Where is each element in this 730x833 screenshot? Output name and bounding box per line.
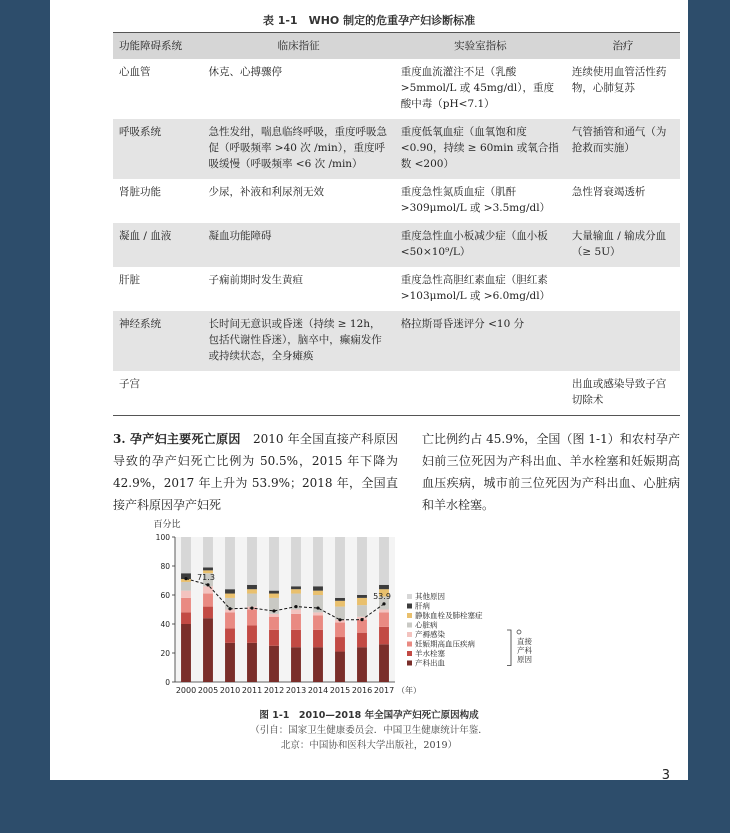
bar-segment — [203, 586, 213, 593]
line-point — [382, 602, 385, 605]
bar-segment — [225, 537, 235, 589]
bar-segment — [357, 647, 367, 682]
cell-clinical: 凝血功能障碍 — [202, 223, 394, 267]
bar-segment — [247, 585, 257, 589]
bar-segment — [379, 537, 389, 585]
paragraph-heading: 3. 孕产妇主要死亡原因 — [113, 432, 241, 446]
cell-lab: 重度急性高胆红素血症（胆红素 >103μmol/L 或 >6.0mg/dl） — [400, 274, 551, 302]
cell-clinical: 少尿，补液和利尿剂无效 — [208, 186, 324, 198]
bar-segment — [335, 607, 345, 620]
bar-segment — [181, 598, 191, 613]
bar-segment — [335, 601, 345, 607]
legend-swatch — [407, 623, 412, 628]
bar-segment — [313, 612, 323, 615]
bar-segment — [269, 630, 279, 646]
y-axis-label: 百分比 — [153, 520, 181, 530]
x-tick-label: 2010 — [219, 686, 241, 695]
bar-segment — [225, 594, 235, 598]
line-point — [316, 606, 319, 609]
table-row — [113, 223, 680, 267]
bracket-label: 产科 — [517, 646, 532, 655]
bar-segment — [357, 537, 367, 595]
x-tick-label: 2016 — [351, 686, 373, 695]
cell-system: 呼吸系统 — [113, 119, 202, 179]
bar-segment — [335, 652, 345, 682]
bar-segment — [379, 610, 389, 613]
cell-system: 神经系统 — [113, 311, 202, 371]
x-tick-label: 2011 — [241, 686, 263, 695]
header-treatment: 治疗 — [566, 33, 680, 60]
figure-source — [50, 723, 688, 753]
page-number: 3 — [661, 768, 670, 783]
cell-treatment — [566, 311, 680, 371]
bar-segment — [181, 612, 191, 624]
bar-segment — [291, 589, 301, 593]
bar-segment — [357, 605, 367, 617]
cell-system: 肾脏功能 — [119, 186, 161, 198]
bar-segment — [291, 630, 301, 647]
y-tick-label: 20 — [160, 649, 170, 658]
table-row — [113, 119, 680, 179]
bar-segment — [269, 594, 279, 598]
bar-segment — [291, 586, 301, 589]
cell-treatment: 连续使用血管活性药物，心肺复苏 — [571, 66, 667, 94]
bar-segment — [203, 567, 213, 570]
header-clinical: 临床指征 — [202, 33, 394, 60]
bar-segment — [247, 643, 257, 682]
x-tick-label: 2000 — [175, 686, 197, 695]
bar-segment — [291, 647, 301, 682]
bar-segment — [313, 537, 323, 586]
bar-segment — [247, 537, 257, 585]
table-header-row — [113, 33, 680, 60]
bar-segment — [379, 627, 389, 644]
line-point — [228, 607, 231, 610]
bar-segment — [225, 643, 235, 682]
bar-segment — [379, 612, 389, 627]
cell-lab: 格拉斯哥昏迷评分 <10 分 — [395, 311, 566, 371]
y-tick-label: 100 — [155, 533, 170, 542]
bar-segment — [203, 537, 213, 567]
cell-system: 子宫 — [113, 371, 202, 416]
line-point — [206, 583, 209, 586]
bar-segment — [225, 589, 235, 593]
cell-clinical: 子痫前期时发生黄疸 — [208, 274, 303, 286]
table-row — [113, 371, 680, 416]
y-tick-label: 0 — [165, 678, 170, 687]
cell-treatment — [566, 267, 680, 311]
legend-label: 产褥感染 — [415, 630, 445, 639]
bar-segment — [247, 610, 257, 626]
legend-swatch — [407, 594, 412, 599]
bar-segment — [269, 537, 279, 591]
line-point — [360, 618, 363, 621]
bar-segment — [247, 625, 257, 642]
cell-lab: 重度急性氮质血症（肌酐 >309μmol/L 或 >3.5mg/dl） — [400, 186, 551, 214]
bar-segment — [181, 537, 191, 573]
cell-lab — [395, 371, 566, 416]
bar-segment — [203, 594, 213, 607]
bar-segment — [225, 628, 235, 643]
bar-segment — [379, 585, 389, 589]
bracket-label: 原因 — [517, 655, 532, 664]
bar-segment — [313, 630, 323, 647]
paragraph-left-text: 2010 年全国直接产科原因导致的孕产妇死亡比例为 50.5%，2015 年下降为 42.9%，2017 年上升为 53.9%；2018 年，全国直接产科原因孕产妇死 — [113, 432, 398, 512]
bar-segment — [269, 617, 279, 630]
page-background-band — [0, 780, 730, 833]
cell-lab: 重度低氧血症（血氧饱和度 <0.90，持续 ≥ 60min 或氧合指数 <200） — [395, 119, 566, 179]
bar-segment — [247, 589, 257, 593]
x-tick-label: 2012 — [263, 686, 285, 695]
cell-system: 凝血 / 血液 — [113, 223, 202, 267]
table-row — [113, 311, 680, 371]
table-title: 表 1-1 WHO 制定的危重孕产妇诊断标准 — [262, 14, 476, 27]
bar-segment — [181, 624, 191, 682]
x-tick-label: 2013 — [285, 686, 307, 695]
paragraph-right-text: 亡比例约占 45.9%，全国（图 1-1）和农村孕产妇前三位死因为产科出血、羊水栓塞和妊娠期高血压疾病，城市前三位死因为产科出血、心脏病和羊水栓塞。 — [422, 432, 680, 512]
line-point — [184, 577, 187, 580]
bar-segment — [357, 598, 367, 605]
bar-segment — [225, 612, 235, 628]
legend-label: 心脏病 — [415, 620, 438, 630]
legend-label: 妊娠期高血压疾病 — [415, 639, 475, 649]
legend-swatch — [407, 604, 412, 609]
legend-label: 产科出血 — [415, 658, 445, 668]
bar-segment — [357, 620, 367, 633]
legend-swatch — [407, 632, 412, 637]
header-system: 功能障碍系统 — [113, 33, 202, 60]
legend-swatch — [407, 642, 412, 647]
cell-clinical: 急性发绀，喘息临终呼吸，重度呼吸急促（呼吸频率 >40 次 /min），重度呼吸缓慢（呼吸频率 <6 次 /min） — [202, 119, 394, 179]
bar-segment — [269, 646, 279, 682]
bar-segment — [313, 591, 323, 595]
figure-source-line: （引自：国家卫生健康委员会．中国卫生健康统计年鉴． — [250, 725, 488, 736]
y-tick-label: 40 — [160, 620, 170, 629]
y-tick-label: 60 — [160, 591, 170, 600]
cell-clinical — [202, 371, 394, 416]
figure-caption: 图 1-1 2010—2018 年全国孕产妇死亡原因构成 — [259, 710, 479, 721]
bar-segment — [269, 614, 279, 617]
bar-segment — [291, 614, 301, 630]
table-row — [113, 267, 680, 311]
line-point — [250, 606, 253, 609]
cell-treatment: 出血或感染导致子宫切除术 — [566, 371, 680, 416]
x-tick-label: 2015 — [329, 686, 351, 695]
bar-segment — [203, 618, 213, 682]
x-tick-label: 2014 — [307, 686, 329, 695]
legend-swatch — [407, 651, 412, 656]
table-row — [113, 59, 680, 119]
y-tick-label: 80 — [160, 562, 170, 571]
legend-label: 肝病 — [415, 601, 430, 611]
x-axis-label: （年） — [397, 686, 421, 695]
line-data-label: 53.9 — [373, 591, 391, 601]
cell-clinical: 休克、心搏骤停 — [208, 66, 282, 78]
paragraph-right-column — [422, 428, 680, 516]
cell-system: 肝脏 — [119, 274, 140, 286]
bar-segment — [313, 615, 323, 630]
cell-lab: 重度血流灌注不足（乳酸 >5mmol/L 或 45mg/dl），重度酸中毒（pH<7.1） — [400, 66, 554, 110]
cell-treatment: 急性肾衰竭透析 — [571, 186, 646, 198]
bar-segment — [291, 610, 301, 614]
legend-label: 羊水栓塞 — [415, 649, 445, 658]
line-point — [338, 618, 341, 621]
line-data-label: 71.3 — [197, 572, 215, 582]
legend-label: 其他原因 — [415, 592, 445, 601]
bar-segment — [313, 586, 323, 590]
bracket-marker-icon — [517, 630, 521, 634]
bar-segment — [203, 607, 213, 619]
book-page — [50, 0, 688, 780]
cell-system: 心血管 — [119, 66, 151, 78]
x-tick-label: 2017 — [373, 686, 395, 695]
bar-segment — [379, 644, 389, 682]
bar-segment — [357, 595, 367, 598]
cell-treatment: 大量输血 / 输成分血（≥ 5U） — [566, 223, 680, 267]
who-criteria-table — [113, 32, 680, 416]
legend-swatch — [407, 613, 412, 618]
legend-swatch — [407, 661, 412, 666]
legend-label: 静脉血栓及肺栓塞症 — [415, 611, 483, 620]
x-tick-label: 2005 — [197, 686, 219, 695]
table-row — [113, 179, 680, 223]
cause-of-death-chart — [145, 515, 605, 715]
bar-segment — [335, 637, 345, 652]
chart-svg — [145, 515, 605, 705]
bracket-label: 直接 — [517, 637, 532, 646]
line-point — [294, 605, 297, 608]
bar-segment — [291, 537, 301, 586]
cell-lab: 重度急性血小板减少症（血小板 <50×10⁹/L） — [395, 223, 566, 267]
line-point — [272, 609, 275, 612]
bar-segment — [247, 594, 257, 607]
bar-segment — [357, 633, 367, 648]
cell-treatment: 气管插管和通气（为抢救而实施） — [566, 119, 680, 179]
figure-source-line: 北京：中国协和医科大学出版社，2019） — [280, 740, 458, 751]
bar-segment — [313, 647, 323, 682]
bar-segment — [269, 591, 279, 594]
cell-clinical: 长时间无意识或昏迷（持续 ≥ 12h，包括代谢性昏迷），脑卒中，癫痫发作或持续状态，全身瘫痪 — [202, 311, 394, 371]
bar-segment — [335, 598, 345, 601]
bar-segment — [335, 623, 345, 638]
bar-segment — [181, 591, 191, 598]
bar-segment — [181, 582, 191, 591]
legend-bracket — [507, 630, 511, 666]
header-lab: 实验室指标 — [395, 33, 566, 60]
bar-segment — [335, 537, 345, 598]
paragraph-left-column — [113, 428, 398, 516]
